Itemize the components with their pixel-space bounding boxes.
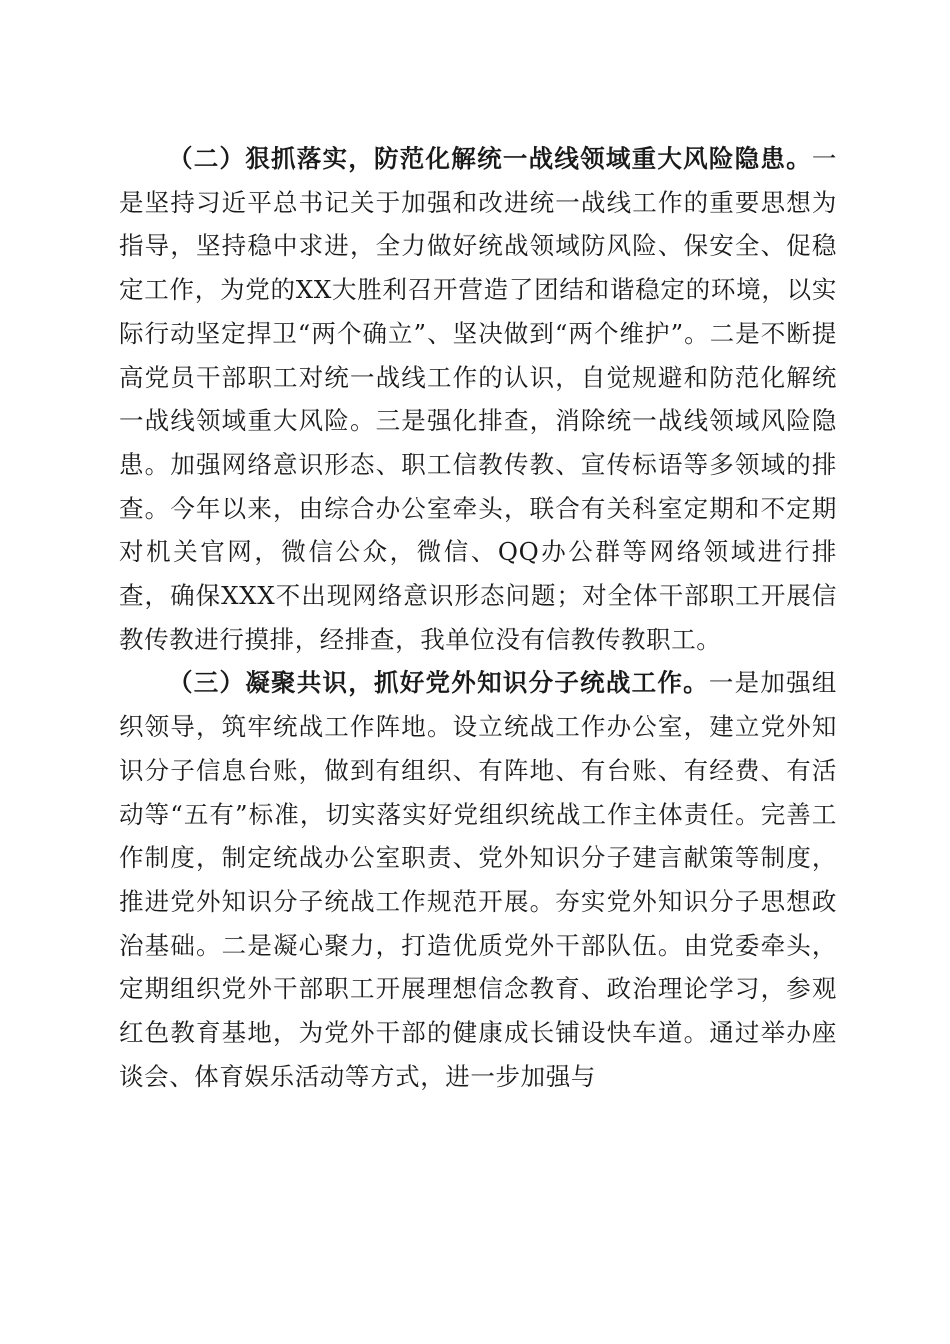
- paragraph-intellectuals-united-front: [119, 661, 837, 1098]
- paragraph-risk-prevention: [119, 137, 837, 661]
- paragraph-text: 一是加强组织领导，筑牢统战工作阵地。设立统战工作办公室，建立党外知识分子信息台账，做到有组织、有阵地、有台账、有经费、有活动等“五有”标准，切实落实好党组织统战工作主体责任。完善工作制度，制定统战办公室职责、党外知识分子建言献策等制度，推进党外知识分子统战工作规范开展。夯实党外知识分子思想政治基础。二是凝心聚力，打造优质党外干部队伍。由党委牵头，定期组织党外干部职工开展理想信念教育、政治理论学习，参观红色教育基地，为党外干部的健康成长铺设快车道。通过举办座谈会、体育娱乐活动等方式，进一步加强与: [119, 668, 837, 1091]
- section-heading-two: （二）狠抓落实，防范化解统一战线领域重大风险隐患。: [168, 144, 812, 173]
- document-body: [119, 137, 837, 1098]
- section-heading-three: （三）凝聚共识，抓好党外知识分子统战工作。: [168, 668, 709, 698]
- paragraph-text: 一是坚持习近平总书记关于加强和改进统一战线工作的重要思想为指导，坚持稳中求进，全力做好统战领域防风险、保安全、促稳定工作，为党的XX大胜利召开营造了团结和谐稳定的环境，以实际行动坚定捍卫“两个确立”、坚决做到“两个维护”。二是不断提高党员干部职工对统一战线工作的认识，自觉规避和防范化解统一战线领域重大风险。三是强化排查，消除统一战线领域风险隐患。加强网络意识形态、职工信教传教、宣传标语等多领域的排查。今年以来，由综合办公室牵头，联合有关科室定期和不定期对机关官网，微信公众，微信、QQ办公群等网络领域进行排查，确保XXX不出现网络意识形态问题；对全体干部职工开展信教传教进行摸排，经排查，我单位没有信教传教职工。: [119, 144, 837, 654]
